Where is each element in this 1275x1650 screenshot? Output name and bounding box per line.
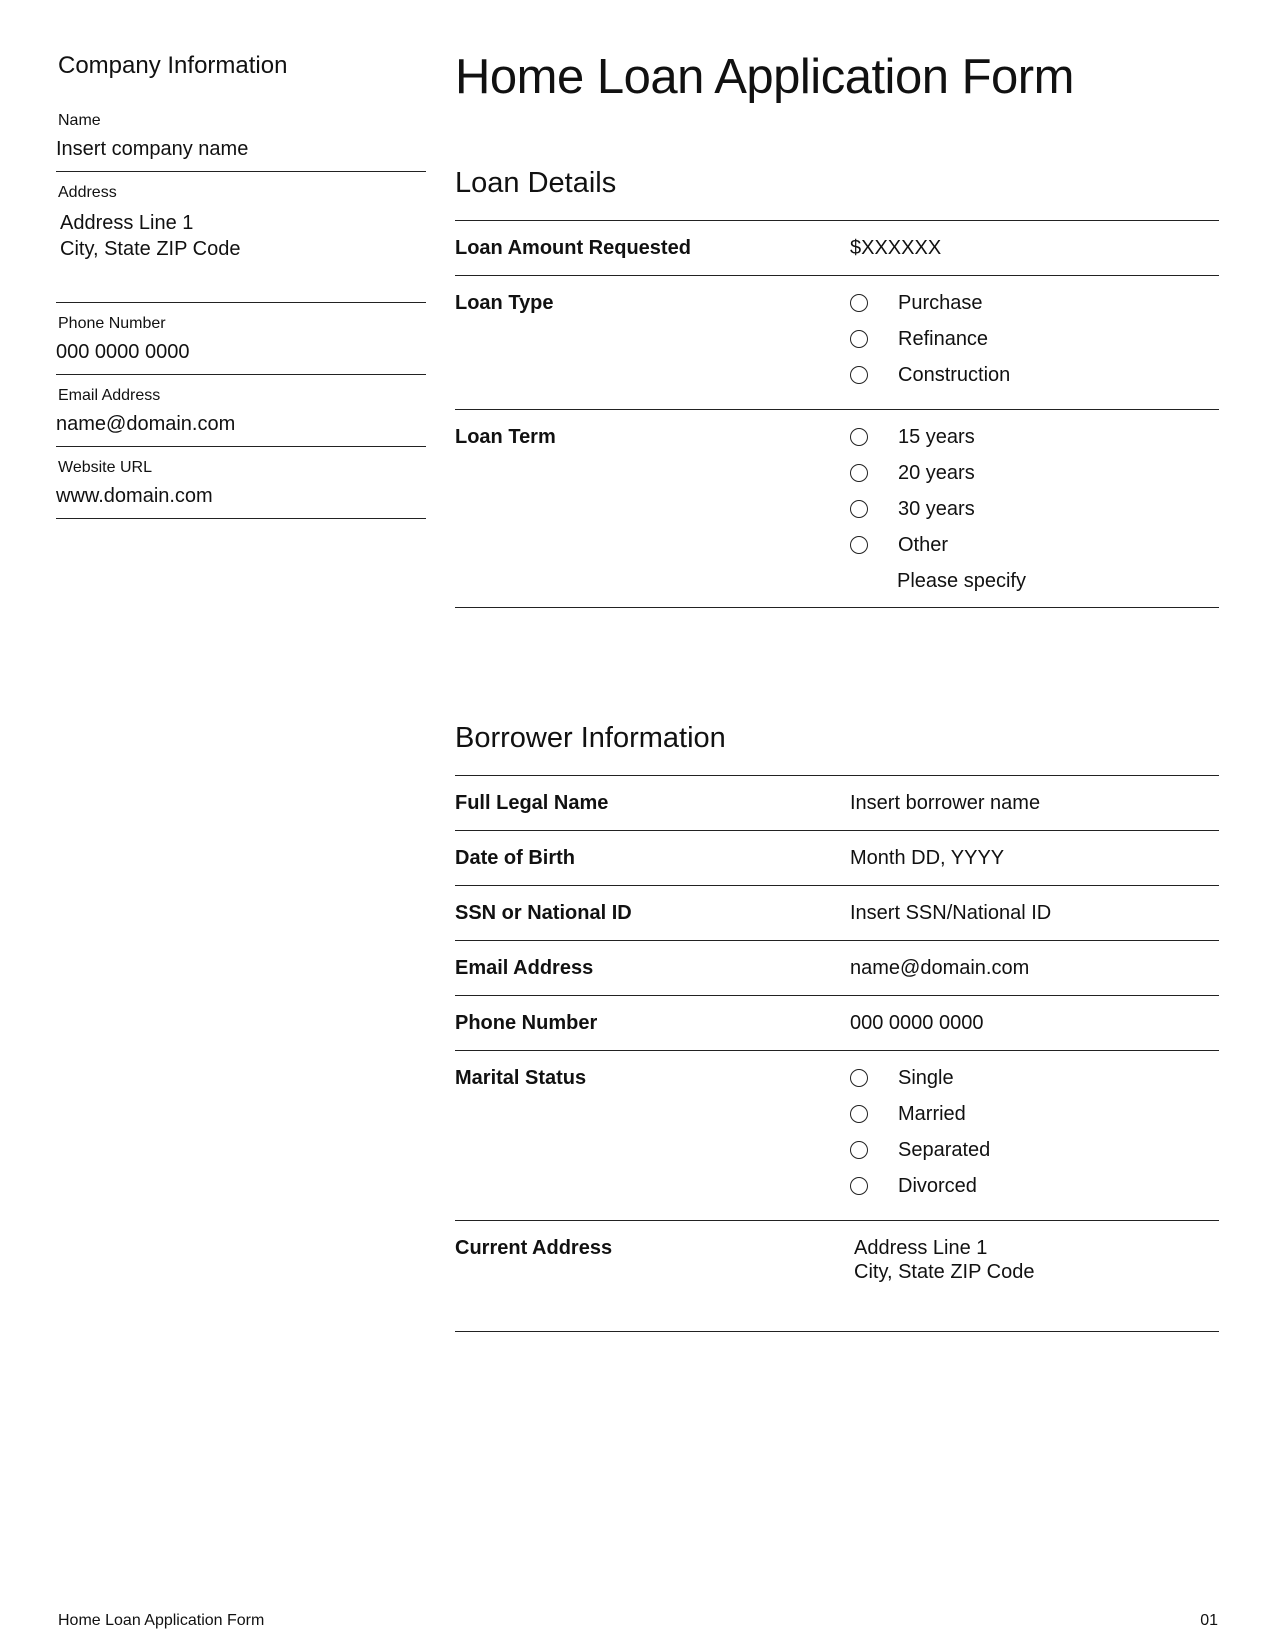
company-address-line1: Address Line 1 [60,212,194,234]
radio-button-icon[interactable] [850,366,868,384]
borrower-info-table [455,775,1219,1332]
loan-type-option[interactable]: Refinance [850,315,1219,363]
current-address-line2: City, State ZIP Code [854,1260,1035,1283]
radio-button-icon[interactable] [850,330,868,348]
loan-amount-row [455,221,1219,276]
company-email-field[interactable]: name@domain.com [56,413,426,447]
loan-term-option[interactable]: Other [850,521,1219,569]
loan-details-table [455,220,1219,608]
radio-button-icon[interactable] [850,464,868,482]
company-email-label: Email Address [58,387,161,404]
loan-type-options [850,291,1219,399]
borrower-email-field[interactable]: name@domain.com [850,956,1030,979]
radio-button-icon[interactable] [850,1105,868,1123]
loan-term-row [455,410,1219,608]
company-name-label: Name [58,112,101,129]
radio-button-icon[interactable] [850,536,868,554]
current-address-field[interactable] [850,1236,1219,1316]
company-phone-field[interactable]: 000 0000 0000 [56,341,426,375]
marital-status-option[interactable]: Married [850,1090,1219,1138]
loan-details-title: Loan Details [455,166,617,199]
loan-type-option[interactable]: Purchase [850,279,1219,327]
borrower-info-title: Borrower Information [455,721,726,754]
borrower-name-field[interactable]: Insert borrower name [850,791,1041,814]
radio-button-icon[interactable] [850,1177,868,1195]
borrower-name-label: Full Legal Name [455,791,609,814]
company-address-label: Address [58,184,117,201]
radio-button-icon[interactable] [850,428,868,446]
loan-term-specify-field[interactable]: Please specify [897,569,1026,592]
dob-field[interactable]: Month DD, YYYY [850,846,1005,869]
borrower-email-label: Email Address [455,956,594,979]
ssn-row [455,886,1219,941]
company-address-field[interactable] [56,210,426,303]
page-number: 01 [1200,1612,1218,1629]
marital-status-option[interactable]: Separated [850,1126,1219,1174]
footer-title: Home Loan Application Form [58,1612,265,1629]
loan-amount-label: Loan Amount Requested [455,236,691,259]
loan-term-options [850,425,1219,597]
radio-button-icon[interactable] [850,1141,868,1159]
current-address-row [455,1221,1219,1332]
borrower-phone-row [455,996,1219,1051]
loan-type-label: Loan Type [455,291,554,314]
marital-status-options [850,1066,1219,1210]
company-name-field[interactable]: Insert company name [56,138,426,172]
company-info-title: Company Information [58,52,288,79]
loan-type-option[interactable]: Construction [850,351,1219,399]
borrower-phone-field[interactable]: 000 0000 0000 [850,1011,984,1034]
loan-term-label: Loan Term [455,425,556,448]
ssn-label: SSN or National ID [455,901,632,924]
radio-button-icon[interactable] [850,500,868,518]
marital-status-option[interactable]: Single [850,1054,1219,1102]
company-information-panel [58,52,426,531]
loan-term-option[interactable]: 20 years [850,449,1219,497]
loan-type-row [455,276,1219,410]
radio-button-icon[interactable] [850,294,868,312]
ssn-field[interactable]: Insert SSN/National ID [850,901,1052,924]
radio-button-icon[interactable] [850,1069,868,1087]
loan-amount-field[interactable]: $XXXXXX [850,236,942,259]
dob-row [455,831,1219,886]
dob-label: Date of Birth [455,846,575,869]
borrower-email-row [455,941,1219,996]
marital-status-label: Marital Status [455,1066,587,1089]
borrower-phone-label: Phone Number [455,1011,598,1034]
company-phone-label: Phone Number [58,315,166,332]
current-address-label: Current Address [455,1236,613,1259]
loan-term-option[interactable]: 30 years [850,485,1219,533]
marital-status-row [455,1051,1219,1221]
marital-status-option[interactable]: Divorced [850,1162,1219,1210]
loan-term-option[interactable]: 15 years [850,413,1219,461]
page-title: Home Loan Application Form [455,50,1074,104]
application-main [455,48,1219,1332]
company-website-label: Website URL [58,459,152,476]
borrower-name-row [455,776,1219,831]
company-website-field[interactable]: www.domain.com [56,485,426,519]
company-address-line2: City, State ZIP Code [60,238,241,260]
current-address-line1: Address Line 1 [854,1236,988,1259]
